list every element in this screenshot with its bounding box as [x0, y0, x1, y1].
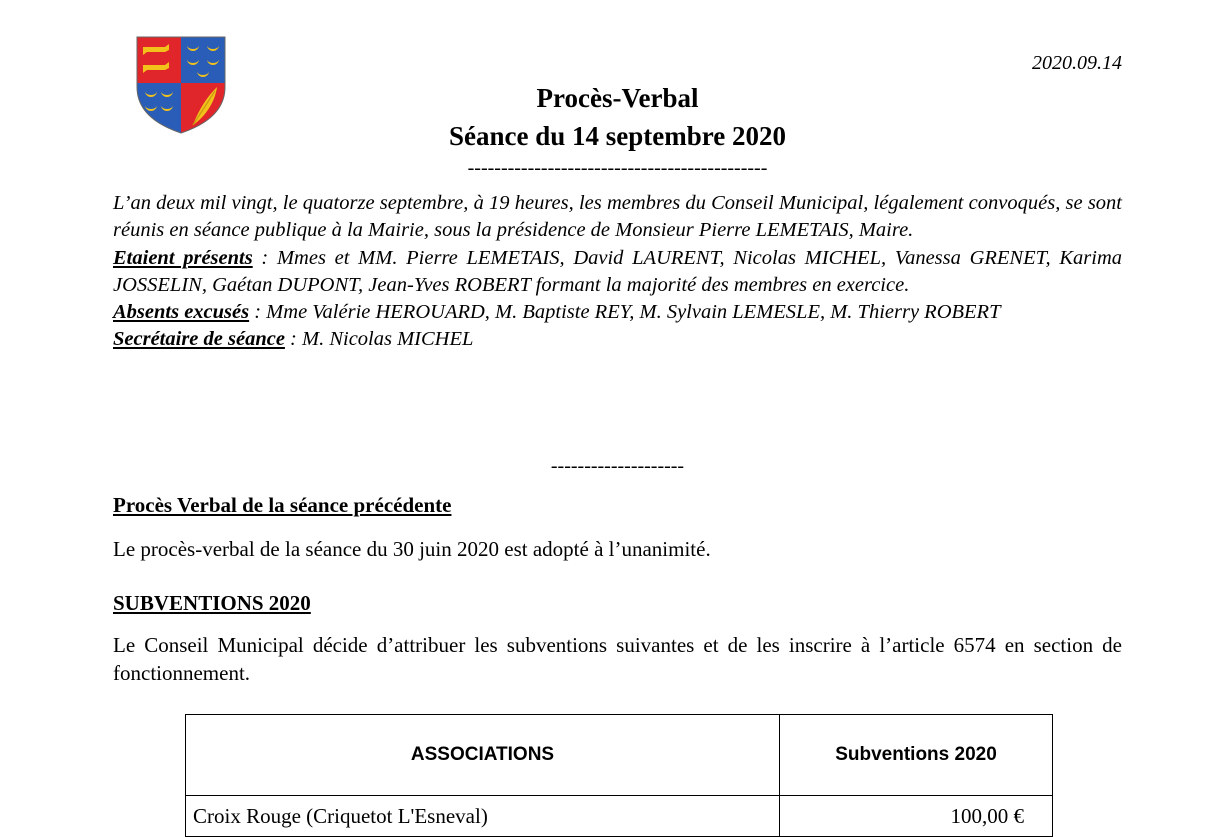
subsidies-table	[185, 714, 1053, 837]
preamble-block	[113, 190, 1122, 354]
previous-minutes-text: Le procès-verbal de la séance du 30 juin 2020 est adopté à l’unanimité.	[113, 537, 711, 561]
separator-line-short: --------------------	[550, 455, 685, 477]
presents-list: : Mmes et MM. Pierre LEMETAIS, David LAURENT, Nicolas MICHEL, Vanessa GRENET, Karima JOSSELIN, Gaétan DUPONT, Jean-Yves ROBERT formant la majorité des membres en exercice.	[113, 246, 1123, 296]
absents-list: : Mme Valérie HEROUARD, M. Baptiste REY, M. Sylvain LEMESLE, M. Thierry ROBERT	[249, 301, 1001, 324]
shield-quarter-red-top	[135, 35, 181, 83]
document-title: Procès-Verbal	[536, 83, 699, 113]
separator-line: ---------------------------------------------	[467, 157, 768, 179]
session-title: Séance du 14 septembre 2020	[449, 121, 786, 151]
subsidy-amount: 100,00 €	[780, 796, 1053, 837]
association-name: Croix Rouge (Criquetot L'Esneval)	[186, 796, 780, 837]
table-header-row	[186, 715, 1053, 796]
presents-label: Etaient présents	[113, 246, 253, 269]
presents-paragraph	[113, 245, 1122, 300]
secretary-label: Secrétaire de séance	[113, 328, 285, 351]
section-heading-previous-minutes: Procès Verbal de la séance précédente	[113, 493, 452, 517]
document-date: 2020.09.14	[1032, 52, 1122, 74]
secretary-paragraph	[113, 326, 1122, 353]
intro-paragraph: L’an deux mil vingt, le quatorze septembre, à 19 heures, les membres du Conseil Municipal, légalement convoqués, se sont réunis en séance publique à la Mairie, sous la présidence de Monsieur Pierre LEMETAIS, Maire.	[113, 192, 1122, 242]
absents-label: Absents excusés	[113, 301, 250, 324]
secretary-name: : M. Nicolas MICHEL	[284, 328, 474, 351]
table-row	[186, 796, 1053, 837]
header-subsidies: Subventions 2020	[780, 715, 1053, 796]
subsidies-text: Le Conseil Municipal décide d’attribuer les subventions suivantes et de les inscrire à l’article 6574 en section de fonctionnement.	[113, 633, 1122, 685]
header-associations: ASSOCIATIONS	[186, 715, 780, 796]
absents-paragraph	[113, 299, 1122, 326]
section-heading-subsidies: SUBVENTIONS 2020	[113, 591, 311, 615]
